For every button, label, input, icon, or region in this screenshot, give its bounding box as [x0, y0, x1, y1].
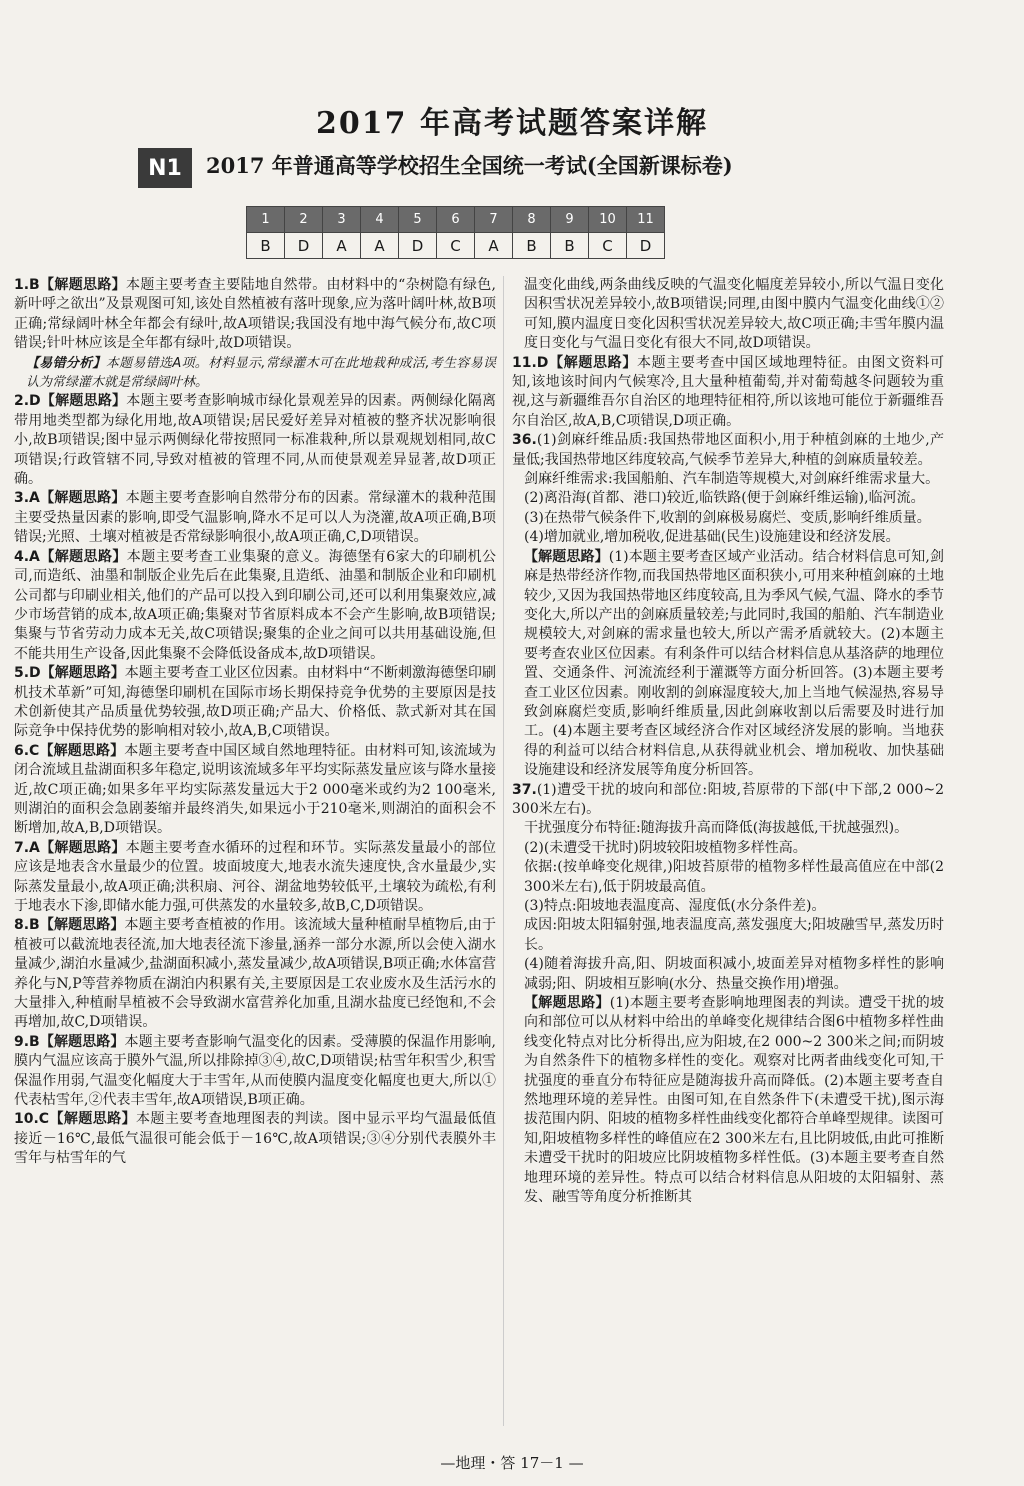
section-tag: 【解题思路】: [39, 277, 126, 293]
question-label: 7.A: [14, 839, 40, 856]
question-number-cell: 5: [399, 207, 437, 233]
question-number-row: [247, 207, 665, 233]
answer-text: 本题主要考查中国区域自然地理特征。由材料可知,该流域为闭合流域且盐湖面积多年稳定,说明该流域多年平均实际蒸发量应该与降水量接近,故C项正确;如果多年平均实际蒸发量远大于2 000毫米或约为2 100毫米,则湖泊的面积会急剧萎缩并最终消失,如果远小于210毫米,则湖泊的面积会不断增加,故A,B,D项错误。: [14, 742, 497, 837]
answer-key-table: [246, 206, 665, 259]
answer-cell: D: [627, 233, 665, 259]
question-number-cell: 4: [361, 207, 399, 233]
question-number-cell: 10: [589, 207, 627, 233]
answer-paragraph: [512, 431, 944, 470]
section-tag: 【解题思路】: [40, 393, 127, 410]
answer-paragraph: [512, 858, 944, 897]
answer-text: 本题主要考查中国区域地理特征。由图文资料可知,该地该时间内气候寒冷,且大量种植葡萄,并对葡萄越冬问题较为重视,这与新疆维吾尔自治区的地理特征相符,所以该地可能位于新疆维吾尔自治区,故A,B,C项错误,D项正确。: [512, 354, 945, 429]
section-tag: 【解题思路】: [39, 490, 126, 507]
answer-paragraph: [512, 470, 944, 489]
section-tag: 【解题思路】: [40, 665, 125, 682]
section-tag: 【解题思路】: [524, 548, 609, 565]
question-number-cell: 6: [437, 207, 475, 233]
question-label: 6.C: [14, 742, 40, 759]
answer-text: 本题主要考查工业区位因素。由材料中“不断刺激海德堡印刷机技术革新”可知,海德堡印刷机在国际市场长期保持竞争优势的主要原因是技术创新使其产品质量优势较强,故D项正确;产品大、价格低、款式新对其在国际竞争中保持优势的影响相对较小,故A,B,C项错误。: [14, 665, 497, 740]
answer-text: 本题主要考查水循环的过程和环节。实际蒸发量最小的部位应该是地表含水量最少的位置。坡面坡度大,地表水流失速度快,含水量最少,实际蒸发量最小,故A项正确;洪积扇、河谷、湖盆地势较低平,土壤较为疏松,有利于地表水下渗,即储水能力强,可供蒸发的水量较多,故B,C,D项错误。: [14, 839, 497, 914]
answer-paragraph: [512, 489, 944, 508]
answer-paragraph: [512, 916, 944, 955]
section-badge: N1: [138, 148, 192, 188]
question-label: 3.A: [14, 490, 40, 507]
answer-paragraph: [14, 742, 496, 839]
answer-text: (1)剑麻纤维品质:我国热带地区面积小,用于种植剑麻的土地少,产量低;我国热带地区纬度较高,气候季节差异大,种植的剑麻质量较差。: [512, 432, 944, 468]
answer-cell: C: [437, 233, 475, 259]
question-label: 8.B: [14, 917, 40, 934]
answer-text: 成因:阳坡太阳辐射强,地表温度高,蒸发强度大;阳坡融雪早,蒸发历时长。: [524, 917, 944, 953]
answer-text: 本题易错选A项。材料显示,常绿灌木可在此地栽种成活,考生容易误认为常绿灌木就是常绿阔叶林。: [26, 355, 496, 391]
answer-text: (3)在热带气候条件下,收割的剑麻极易腐烂、变质,影响纤维质量。: [524, 509, 931, 526]
question-number-cell: 11: [627, 207, 665, 233]
answer-cell: C: [589, 233, 627, 259]
question-number-cell: 3: [323, 207, 361, 233]
answer-cell: B: [247, 233, 285, 259]
answer-paragraph: [14, 1033, 496, 1111]
answer-text: (1)遭受干扰的坡向和部位:阳坡,苔原带的下部(中下部,2 000~2 300米左右)。: [512, 781, 944, 817]
left-column: [14, 276, 496, 1169]
answer-text: 本题主要考查影响自然带分布的因素。常绿灌木的栽种范围主要受热量因素的影响,即受气温影响,降水不足可以人为浇灌,故A项正确,B项错误;光照、土壤对植被是否常绿影响很小,故A项正确,C,D项错误。: [14, 490, 497, 546]
section-tag: 【解题思路】: [548, 354, 637, 371]
question-number-cell: 9: [551, 207, 589, 233]
answer-cell: B: [551, 233, 589, 259]
answer-cell: A: [475, 233, 513, 259]
question-label: 37.: [512, 781, 537, 798]
answer-text: (1)本题主要考查区域产业活动。结合材料信息可知,剑麻是热带经济作物,而我国热带地区面积狭小,可用来种植剑麻的土地较少,又因为我国热带地区纬度较高,且为季风气候,气温、降水的季节变化大,所以产出的剑麻质量较差;与此同时,我国的船舶、汽车制造业规模较大,对剑麻的需求量也较大,所以产需矛盾就较大。(2)本题主要考查农业区位因素。有利条件可以结合材料信息从基洛萨的地理位置、交通条件、河流流经利于灌溉等方面分析回答。(3)本题主要考查工业区位因素。刚收割的剑麻湿度较大,加上当地气候湿热,容易导致剑麻腐烂变质,影响纤维质量,因此剑麻收割以后需要及时进行加工。(4)本题主要考查区域经济合作对区域经济发展的影响。当地获得的利益可以结合材料信息,从获得就业机会、增加税收、加快基础设施建设和经济发展等角度分析回答。: [524, 548, 945, 779]
answer-text: 本题主要考查影响气温变化的因素。受薄膜的保温作用影响,膜内气温应该高于膜外气温,所以排除掉③④,故C,D项错误;枯雪年积雪少,积雪保温作用弱,气温变化幅度大于丰雪年,从而使膜内温度变化幅度也更大,所以①代表枯雪年,②代表丰雪年,故A项错误,B项正确。: [14, 1033, 496, 1109]
answer-text: 本题主要考查植被的作用。该流域大量种植耐旱植物后,由于植被可以截流地表径流,加大地表径流下渗量,涵养一部分水源,所以会使入湖水量减少,湖泊水量减少,盐湖面积减小,蒸发量减少,故A项错误,B项正确;水体富营养化与N,P等营养物质在湖泊内积累有关,主要原因是工农业废水及生活污水的大量排入,种植耐旱植被不会导致湖水富营养化加重,且湖水盐度已经饱和,不会再增加,故C,D项错误。: [14, 917, 496, 1031]
answer-text: 本题主要考查主要陆地自然带。由材料中的“杂树隐有绿色,新叶呼之欲出”及景观图可知,该处自然植被有落叶现象,应为落叶阔叶林,故B项正确;常绿阔叶林全年都会有绿叶,故A项错误;我国没有地中海气候分布,故C项错误;针叶林应该是全年都有绿叶,故D项错误。: [14, 277, 497, 352]
section-tag: 【解题思路】: [39, 839, 126, 856]
answer-text: 干扰强度分布特征:随海拔升高而降低(海拔越低,干扰越强烈)。: [524, 820, 909, 837]
question-label: 11.D: [512, 354, 549, 371]
answer-paragraph: [14, 354, 496, 393]
answer-paragraph: [512, 839, 944, 858]
question-number-cell: 2: [285, 207, 323, 233]
answer-paragraph: [512, 781, 944, 820]
section-tag: 【解题思路】: [39, 548, 127, 565]
question-number-cell: 8: [513, 207, 551, 233]
section-tag: 【解题思路】: [39, 1033, 125, 1050]
answer-text: (4)增加就业,增加税收,促进基础(民生)设施建设和经济发展。: [524, 529, 900, 546]
question-label: 5.D: [14, 665, 41, 682]
answer-text: 剑麻纤维需求:我国船舶、汽车制造等规模大,对剑麻纤维需求量大。: [524, 471, 940, 488]
answer-cell: A: [361, 233, 399, 259]
answer-paragraph: [14, 276, 496, 354]
answer-paragraph: [14, 392, 496, 489]
answer-cell: B: [513, 233, 551, 259]
answer-paragraph: [512, 548, 944, 781]
answer-text: (2)离沿海(首都、港口)较近,临铁路(便于剑麻纤维运输),临河流。: [524, 490, 925, 507]
answer-paragraph: [512, 819, 944, 838]
section-tag: 【解题思路】: [524, 995, 610, 1012]
question-label: 36.: [512, 432, 537, 449]
section-tag: 【解题思路】: [39, 742, 125, 759]
exam-title: 2017 年普通高等学校招生全国统一考试(全国新课标卷): [206, 153, 733, 178]
question-label: 9.B: [14, 1033, 40, 1050]
answer-paragraph: [14, 916, 496, 1032]
answer-cell: A: [323, 233, 361, 259]
question-label: 2.D: [14, 393, 41, 410]
question-label: 10.C: [14, 1111, 50, 1128]
question-label: 1.B: [14, 277, 40, 293]
answer-text: 本题主要考查影响城市绿化景观差异的因素。两侧绿化隔离带用地类型都为绿化用地,故A项错误;居民爱好差异对植被的整齐状况影响很小,故B项错误;图中显示两侧绿化带按照同一标准栽种,所以景观规划相同,故C项错误;行政管辖不同,导致对植被的管理不同,从而使景观差异显著,故D项正确。: [14, 393, 497, 488]
answer-paragraph: [14, 839, 496, 917]
answer-text: (3)特点:阳坡地表温度高、湿度低(水分条件差)。: [524, 898, 826, 914]
column-divider: [503, 276, 504, 1426]
answer-row: [247, 233, 665, 259]
answer-text: 依据:(按单峰变化规律,)阳坡苔原带的植物多样性最高值应在中部(2 300米左右),低于阴坡最高值。: [524, 859, 944, 895]
main-title: 2017 年高考试题答案详解: [316, 106, 708, 141]
answer-paragraph: [14, 489, 496, 547]
answer-text: 本题主要考查工业集聚的意义。海德堡有6家大的印刷机公司,而造纸、油墨和制版企业先后在此集聚,且造纸、油墨和制版企业和印刷机公司都与印刷业相关,他们的产品可以投入到印刷公司,还可以利用集聚效应,减少市场营销的成本,故A项正确;集聚对节省原料成本不会产生影响,故B项错误;集聚与节省劳动力成本无关,故C项错误;聚集的企业之间可以共用基础设施,但不能共用生产设备,因此集聚不会降低设备成本,故D项错误。: [14, 548, 497, 662]
page-footer: —地理・答 17－1 —: [440, 1454, 584, 1472]
question-label: 4.A: [14, 548, 40, 565]
answer-cell: D: [399, 233, 437, 259]
answer-paragraph: [512, 509, 944, 528]
answer-text: (1)本题主要考查影响地理图表的判读。遭受干扰的坡向和部位可以从材料中给出的单峰变化规律结合图6中植物多样性曲线变化特点对比分析得出,应为阳坡,在2 000~2 300米之间;而阴坡为自然条件下的植物多样性的变化。观察对比两者曲线变化可知,干扰强度的垂直分布特征应是随海拔升高而降低。(2)本题主要考查自然地理环境的差异性。由图可知,在自然条件下(未遭受干扰),图示海拔范围内阴、阳坡的植物多样性曲线变化都符合单峰型规律。读图可知,阳坡植物多样性的峰值应在2 300米左右,且比阴坡低,由此可推断未遭受干扰时的阳坡应比阴坡植物多样性低。(3)本题主要考查自然地理环境的差异性。特点可以结合材料信息从阳坡的太阳辐射、蒸发、融雪等角度分析推断其: [524, 995, 944, 1206]
section-tag: 【解题思路】: [39, 917, 125, 934]
answer-paragraph: [512, 955, 944, 994]
question-number-cell: 1: [247, 207, 285, 233]
answer-text: 本题主要考查地理图表的判读。图中显示平均气温最低值接近－16℃,最低气温很可能会低于－16℃,故A项错误;③④分别代表膜外丰雪年与枯雪年的气: [14, 1111, 497, 1167]
answer-text: (4)随着海拔升高,阳、阴坡面积减小,坡面差异对植物多样性的影响减弱;阳、阴坡相互影响(水分、热量交换作用)增强。: [524, 956, 944, 992]
section-tag: 【易错分析】: [26, 355, 106, 371]
question-number-cell: 7: [475, 207, 513, 233]
answer-paragraph: [512, 354, 944, 432]
answer-cell: D: [285, 233, 323, 259]
right-column: [512, 276, 944, 1208]
answer-text: 温变化曲线,两条曲线反映的气温变化幅度差异较小,所以气温日变化因积雪状况差异较小,故B项错误;同理,由图中膜内气温变化曲线①②可知,膜内温度日变化因积雪状况差异较大,故C项正确;丰雪年膜内温度日变化与气温日变化有很大不同,故D项错误。: [524, 277, 944, 352]
answer-paragraph: [14, 1110, 496, 1168]
section-tag: 【解题思路】: [49, 1111, 136, 1128]
answer-paragraph: [512, 994, 944, 1207]
answer-paragraph: [14, 664, 496, 742]
answer-paragraph: [512, 276, 944, 354]
answer-paragraph: [512, 528, 944, 547]
answer-paragraph: [14, 548, 496, 664]
answer-paragraph: [512, 897, 944, 916]
answer-text: (2)(未遭受干扰时)阴坡较阳坡植物多样性高。: [524, 839, 807, 856]
